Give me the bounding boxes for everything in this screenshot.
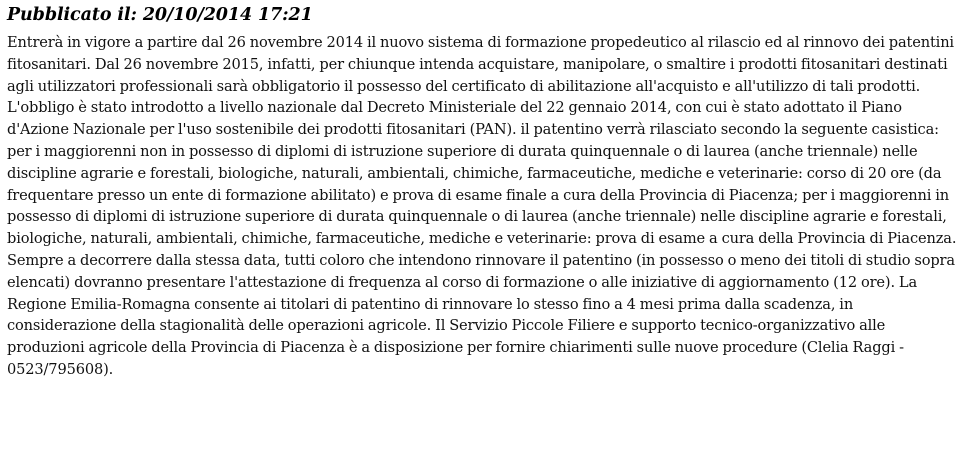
publication-date: Pubblicato il: 20/10/2014 17:21 (7, 5, 313, 25)
news-article (7, 4, 957, 381)
article-body-text: Entrerà in vigore a partire dal 26 novembre 2014 il nuovo sistema di formazione propedeutico al rilascio ed al rinnovo dei patentini fitosanitari. Dal 26 novembre 2015, infatti, per chiunque intenda acquistare, manipolare, o smaltire i prodotti fitosanitari destinati agli utilizzatori professionali sarà obbligatorio il possesso del certificato di abilitazione all'acquisto e all'utilizzo di tali prodotti. L'obbligo è stato introdotto a livello nazionale dal Decreto Ministeriale del 22 gennaio 2014, con cui è stato adottato il Piano d'Azione Nazionale per l'uso sostenibile dei prodotti fitosanitari (PAN). il patentino verrà rilasciato secondo la seguente casistica: per i maggiorenni non in possesso di diplomi di istruzione superiore di durata quinquennale o di laurea (anche triennale) nelle discipline agrarie e forestali, biologiche, naturali, ambientali, chimiche, farmaceutiche, mediche e veterinarie: corso di 20 ore (da frequentare presso un ente di formazione abilitato) e prova di esame finale a cura della Provincia di Piacenza; per i maggiorenni in possesso di diplomi di istruzione superiore di durata quinquennale o di laurea (anche triennale) nelle discipline agrarie e forestali, biologiche, naturali, ambientali, chimiche, farmaceutiche, mediche e veterinarie: prova di esame a cura della Provincia di Piacenza. Sempre a decorrere dalla stessa data, tutti coloro che intendono rinnovare il patentino (in possesso o meno dei titoli di studio sopra elencati) dovranno presentare l'attestazione di frequenza al corso di formazione o alle iniziative di aggiornamento (12 ore). La Regione Emilia-Romagna consente ai titolari di patentino di rinnovare lo stesso fino a 4 mesi prima dalla scadenza, in considerazione della stagionalità delle operazioni agricole. Il Servizio Piccole Filiere e supporto tecnico-organizzativo alle produzioni agricole della Provincia di Piacenza è a disposizione per fornire chiarimenti sulle nuove procedure (Clelia Raggi - 0523/795608). (7, 34, 957, 378)
